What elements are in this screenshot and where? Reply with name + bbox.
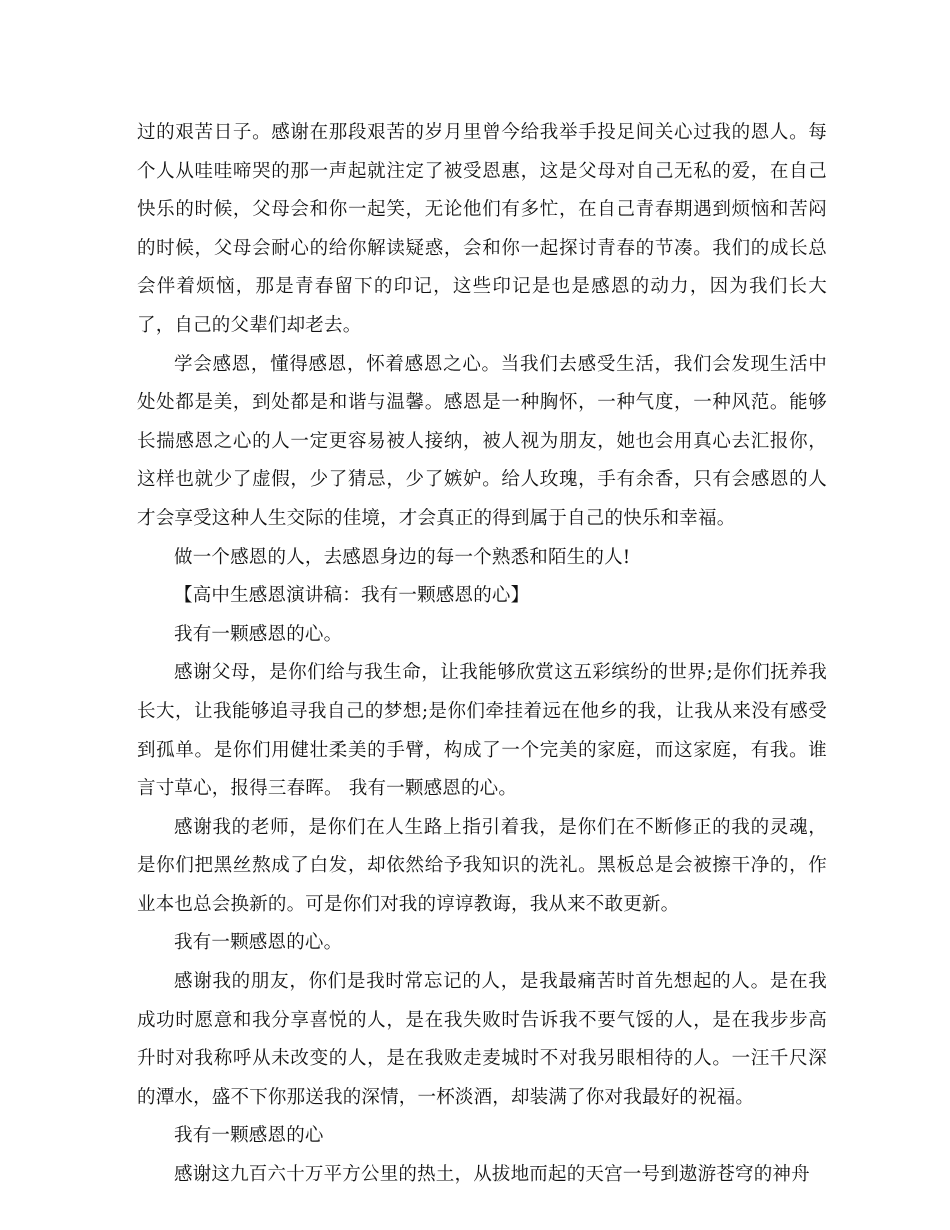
- paragraph-6: 感谢父母，是你们给与我生命，让我能够欣赏这五彩缤纷的世界;是你们抚养我长大，让我能够追寻我自己的梦想;是你们牵挂着远在他乡的我，让我从来没有感受到孤单。是你们用健壮柔美的手臂，构成了一个完美的家庭，而这家庭，有我。谁言寸草心，报得三春晖。 我有一颗感恩的心。: [137, 662, 827, 800]
- document-body: [137, 114, 827, 1195]
- paragraph-8: 我有一颗感恩的心。: [174, 932, 343, 954]
- section-heading: 【高中生感恩演讲稿：我有一颗感恩的心】: [174, 585, 530, 607]
- paragraph-2: 学会感恩，懂得感恩，怀着感恩之心。当我们去感受生活，我们会发现生活中处处都是美，到处都是和谐与温馨。感恩是一种胸怀，一种气度，一种风范。能够长揣感恩之心的人一定更容易被人接纳，被人视为朋友，她也会用真心去汇报你，这样也就少了虚假，少了猜忌，少了嫉妒。给人玫瑰，手有余香，只有会感恩的人才会享受这种人生交际的佳境，才会真正的得到属于自己的快乐和幸福。: [137, 353, 827, 529]
- paragraph-7: 感谢我的老师，是你们在人生路上指引着我，是你们在不断修正的我的灵魂，是你们把黑丝熬成了白发，却依然给予我知识的洗礼。黑板总是会被擦干净的，作业本也总会换新的。可是你们对我的谆谆教诲，我从来不敢更新。: [137, 816, 827, 915]
- paragraph-11: 感谢这九百六十万平方公里的热土，从拔地而起的天宫一号到遨游苍穹的神舟: [174, 1164, 810, 1186]
- paragraph-9: 感谢我的朋友，你们是我时常忘记的人，是我最痛苦时首先想起的人。是在我成功时愿意和我分享喜悦的人，是在我失败时告诉我不要气馁的人，是在我步步高升时对我称呼从未改变的人，是在我败走麦城时不对我另眼相待的人。一汪千尺深的潭水，盛不下你那送我的深情，一杯淡酒，却装满了你对我最好的祝福。: [137, 971, 827, 1108]
- paragraph-5: 我有一颗感恩的心。: [174, 623, 343, 645]
- paragraph-10: 我有一颗感恩的心: [174, 1125, 324, 1147]
- paragraph-3: 做一个感恩的人，去感恩身边的每一个熟悉和陌生的人!: [174, 546, 631, 568]
- paragraph-1: 过的艰苦日子。感谢在那段艰苦的岁月里曾今给我举手投足间关心过我的恩人。每个人从哇哇啼哭的那一声起就注定了被受恩惠，这是父母对自己无私的爱，在自己快乐的时候，父母会和你一起笑，无论他们有多忙，在自己青春期遇到烦恼和苦闷的时候，父母会耐心的给你解读疑惑，会和你一起探讨青春的节凑。我们的成长总会伴着烦恼，那是青春留下的印记，这些印记是也是感恩的动力，因为我们长大了，自己的父辈们却老去。: [137, 122, 827, 336]
